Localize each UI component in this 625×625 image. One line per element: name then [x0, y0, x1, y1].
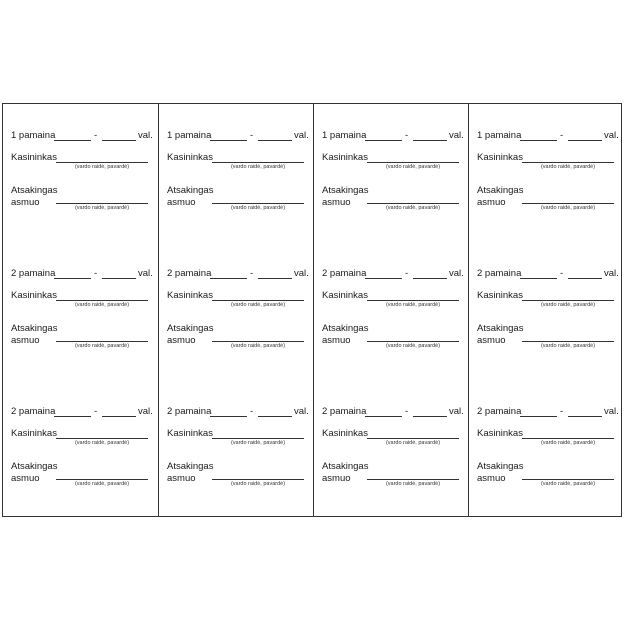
responsible-label: Atsakingas [167, 323, 214, 334]
shift-start-field[interactable] [520, 416, 557, 417]
hours-unit-label: val. [449, 406, 464, 417]
cashier-label: Kasininkas [477, 428, 523, 439]
responsible-label-2: asmuo [322, 197, 351, 208]
responsible-name-field[interactable] [522, 341, 614, 342]
cashier-label: Kasininkas [167, 428, 213, 439]
responsible-name-field[interactable] [522, 203, 614, 204]
responsible-name-hint: (vardo raidė, pavardė) [540, 343, 596, 349]
responsible-label-2: asmuo [477, 197, 506, 208]
shift-entry-block [469, 126, 623, 216]
hours-unit-label: val. [449, 268, 464, 279]
shift-label: 2 pamaina [11, 406, 56, 417]
shift-start-field[interactable] [54, 278, 91, 279]
responsible-name-field[interactable] [522, 479, 614, 480]
responsible-label: Atsakingas [11, 185, 58, 196]
cashier-name-field[interactable] [522, 300, 614, 301]
hours-unit-label: val. [294, 268, 309, 279]
shift-start-field[interactable] [365, 416, 402, 417]
responsible-name-hint: (vardo raidė, pavardė) [385, 205, 441, 211]
shift-label: 2 pamaina [477, 406, 522, 417]
responsible-name-field[interactable] [56, 341, 148, 342]
responsible-name-field[interactable] [56, 203, 148, 204]
time-separator: - [250, 406, 254, 417]
cashier-label: Kasininkas [322, 290, 368, 301]
shift-label: 2 pamaina [11, 268, 56, 279]
shift-label: 2 pamaina [322, 268, 367, 279]
form-column [158, 104, 313, 516]
time-separator: - [94, 268, 98, 279]
form-column [3, 104, 158, 516]
shift-entry-block [314, 402, 468, 492]
shift-start-field[interactable] [365, 278, 402, 279]
cashier-label: Kasininkas [322, 152, 368, 163]
cashier-name-hint: (vardo raidė, pavardė) [385, 164, 441, 170]
responsible-name-field[interactable] [367, 479, 459, 480]
cashier-name-field[interactable] [212, 300, 304, 301]
shift-entry-block [314, 264, 468, 354]
time-separator: - [94, 406, 98, 417]
responsible-label-2: asmuo [322, 335, 351, 346]
responsible-name-hint: (vardo raidė, pavardė) [230, 343, 286, 349]
cashier-name-field[interactable] [367, 162, 459, 163]
responsible-name-hint: (vardo raidė, pavardė) [540, 205, 596, 211]
shift-entry-block [314, 126, 468, 216]
cashier-name-field[interactable] [212, 438, 304, 439]
cashier-name-hint: (vardo raidė, pavardė) [230, 164, 286, 170]
shift-start-field[interactable] [210, 278, 247, 279]
cashier-label: Kasininkas [477, 290, 523, 301]
time-separator: - [560, 130, 564, 141]
responsible-label-2: asmuo [167, 335, 196, 346]
cashier-name-field[interactable] [522, 162, 614, 163]
cashier-name-field[interactable] [56, 162, 148, 163]
cashier-name-hint: (vardo raidė, pavardė) [540, 164, 596, 170]
responsible-name-hint: (vardo raidė, pavardė) [385, 481, 441, 487]
hours-unit-label: val. [604, 406, 619, 417]
cashier-name-hint: (vardo raidė, pavardė) [230, 302, 286, 308]
responsible-label-2: asmuo [11, 197, 40, 208]
cashier-label: Kasininkas [167, 152, 213, 163]
shift-label: 2 pamaina [167, 406, 212, 417]
shift-end-field[interactable] [102, 278, 136, 279]
responsible-name-field[interactable] [367, 341, 459, 342]
responsible-name-field[interactable] [56, 479, 148, 480]
responsible-label: Atsakingas [322, 461, 369, 472]
shift-start-field[interactable] [365, 140, 402, 141]
responsible-label-2: asmuo [322, 473, 351, 484]
responsible-label: Atsakingas [322, 323, 369, 334]
shift-start-field[interactable] [210, 416, 247, 417]
shift-entry-block [3, 402, 158, 492]
time-separator: - [405, 406, 409, 417]
time-separator: - [405, 130, 409, 141]
shift-label: 1 pamaina [322, 130, 367, 141]
responsible-label-2: asmuo [477, 335, 506, 346]
responsible-label: Atsakingas [11, 461, 58, 472]
responsible-label-2: asmuo [477, 473, 506, 484]
responsible-label: Atsakingas [477, 461, 524, 472]
responsible-name-hint: (vardo raidė, pavardė) [230, 481, 286, 487]
shift-end-field[interactable] [568, 278, 602, 279]
responsible-name-hint: (vardo raidė, pavardė) [230, 205, 286, 211]
shift-label: 1 pamaina [477, 130, 522, 141]
shift-label: 2 pamaina [167, 268, 212, 279]
shift-end-field[interactable] [413, 140, 447, 141]
cashier-name-field[interactable] [522, 438, 614, 439]
time-separator: - [250, 268, 254, 279]
cashier-name-hint: (vardo raidė, pavardė) [385, 302, 441, 308]
hours-unit-label: val. [138, 406, 153, 417]
cashier-name-hint: (vardo raidė, pavardė) [540, 440, 596, 446]
shift-start-field[interactable] [54, 140, 91, 141]
responsible-name-field[interactable] [212, 203, 304, 204]
hours-unit-label: val. [138, 130, 153, 141]
hours-unit-label: val. [294, 130, 309, 141]
shift-label: 1 pamaina [167, 130, 212, 141]
shift-entry-block [159, 126, 313, 216]
shift-end-field[interactable] [413, 278, 447, 279]
responsible-name-hint: (vardo raidė, pavardė) [74, 343, 130, 349]
shift-entry-block [3, 264, 158, 354]
shift-end-field[interactable] [102, 140, 136, 141]
hours-unit-label: val. [604, 268, 619, 279]
responsible-name-hint: (vardo raidė, pavardė) [540, 481, 596, 487]
shift-start-field[interactable] [210, 140, 247, 141]
shift-label: 2 pamaina [322, 406, 367, 417]
cashier-name-hint: (vardo raidė, pavardė) [74, 302, 130, 308]
shift-end-field[interactable] [568, 140, 602, 141]
time-separator: - [94, 130, 98, 141]
responsible-name-field[interactable] [367, 203, 459, 204]
cashier-label: Kasininkas [167, 290, 213, 301]
responsible-label: Atsakingas [322, 185, 369, 196]
hours-unit-label: val. [604, 130, 619, 141]
hours-unit-label: val. [449, 130, 464, 141]
time-separator: - [560, 268, 564, 279]
shift-end-field[interactable] [568, 416, 602, 417]
cashier-name-hint: (vardo raidė, pavardė) [74, 440, 130, 446]
shift-start-field[interactable] [520, 278, 557, 279]
responsible-label: Atsakingas [167, 461, 214, 472]
shift-entry-block [159, 264, 313, 354]
shift-entry-block [469, 264, 623, 354]
responsible-label: Atsakingas [477, 185, 524, 196]
form-column [313, 104, 468, 516]
cashier-label: Kasininkas [11, 152, 57, 163]
responsible-name-hint: (vardo raidė, pavardė) [74, 205, 130, 211]
shift-end-field[interactable] [258, 140, 292, 141]
shift-end-field[interactable] [258, 278, 292, 279]
shift-end-field[interactable] [102, 416, 136, 417]
time-separator: - [560, 406, 564, 417]
shift-log-sheet [2, 103, 622, 517]
responsible-label: Atsakingas [11, 323, 58, 334]
shift-entry-block [3, 126, 158, 216]
cashier-label: Kasininkas [11, 290, 57, 301]
responsible-name-field[interactable] [212, 479, 304, 480]
shift-entry-block [469, 402, 623, 492]
hours-unit-label: val. [294, 406, 309, 417]
responsible-label-2: asmuo [11, 335, 40, 346]
cashier-name-field[interactable] [56, 300, 148, 301]
responsible-label: Atsakingas [477, 323, 524, 334]
time-separator: - [250, 130, 254, 141]
responsible-name-field[interactable] [212, 341, 304, 342]
shift-start-field[interactable] [54, 416, 91, 417]
shift-label: 2 pamaina [477, 268, 522, 279]
responsible-label: Atsakingas [167, 185, 214, 196]
cashier-name-field[interactable] [367, 438, 459, 439]
shift-start-field[interactable] [520, 140, 557, 141]
cashier-name-field[interactable] [367, 300, 459, 301]
responsible-label-2: asmuo [167, 473, 196, 484]
shift-entry-block [159, 402, 313, 492]
cashier-name-hint: (vardo raidė, pavardė) [385, 440, 441, 446]
cashier-name-hint: (vardo raidė, pavardė) [74, 164, 130, 170]
hours-unit-label: val. [138, 268, 153, 279]
shift-end-field[interactable] [413, 416, 447, 417]
shift-label: 1 pamaina [11, 130, 56, 141]
responsible-label-2: asmuo [167, 197, 196, 208]
cashier-label: Kasininkas [11, 428, 57, 439]
responsible-name-hint: (vardo raidė, pavardė) [385, 343, 441, 349]
cashier-name-field[interactable] [56, 438, 148, 439]
responsible-label-2: asmuo [11, 473, 40, 484]
time-separator: - [405, 268, 409, 279]
cashier-name-hint: (vardo raidė, pavardė) [230, 440, 286, 446]
cashier-label: Kasininkas [477, 152, 523, 163]
cashier-name-hint: (vardo raidė, pavardė) [540, 302, 596, 308]
form-column [468, 104, 623, 516]
cashier-name-field[interactable] [212, 162, 304, 163]
shift-end-field[interactable] [258, 416, 292, 417]
responsible-name-hint: (vardo raidė, pavardė) [74, 481, 130, 487]
cashier-label: Kasininkas [322, 428, 368, 439]
